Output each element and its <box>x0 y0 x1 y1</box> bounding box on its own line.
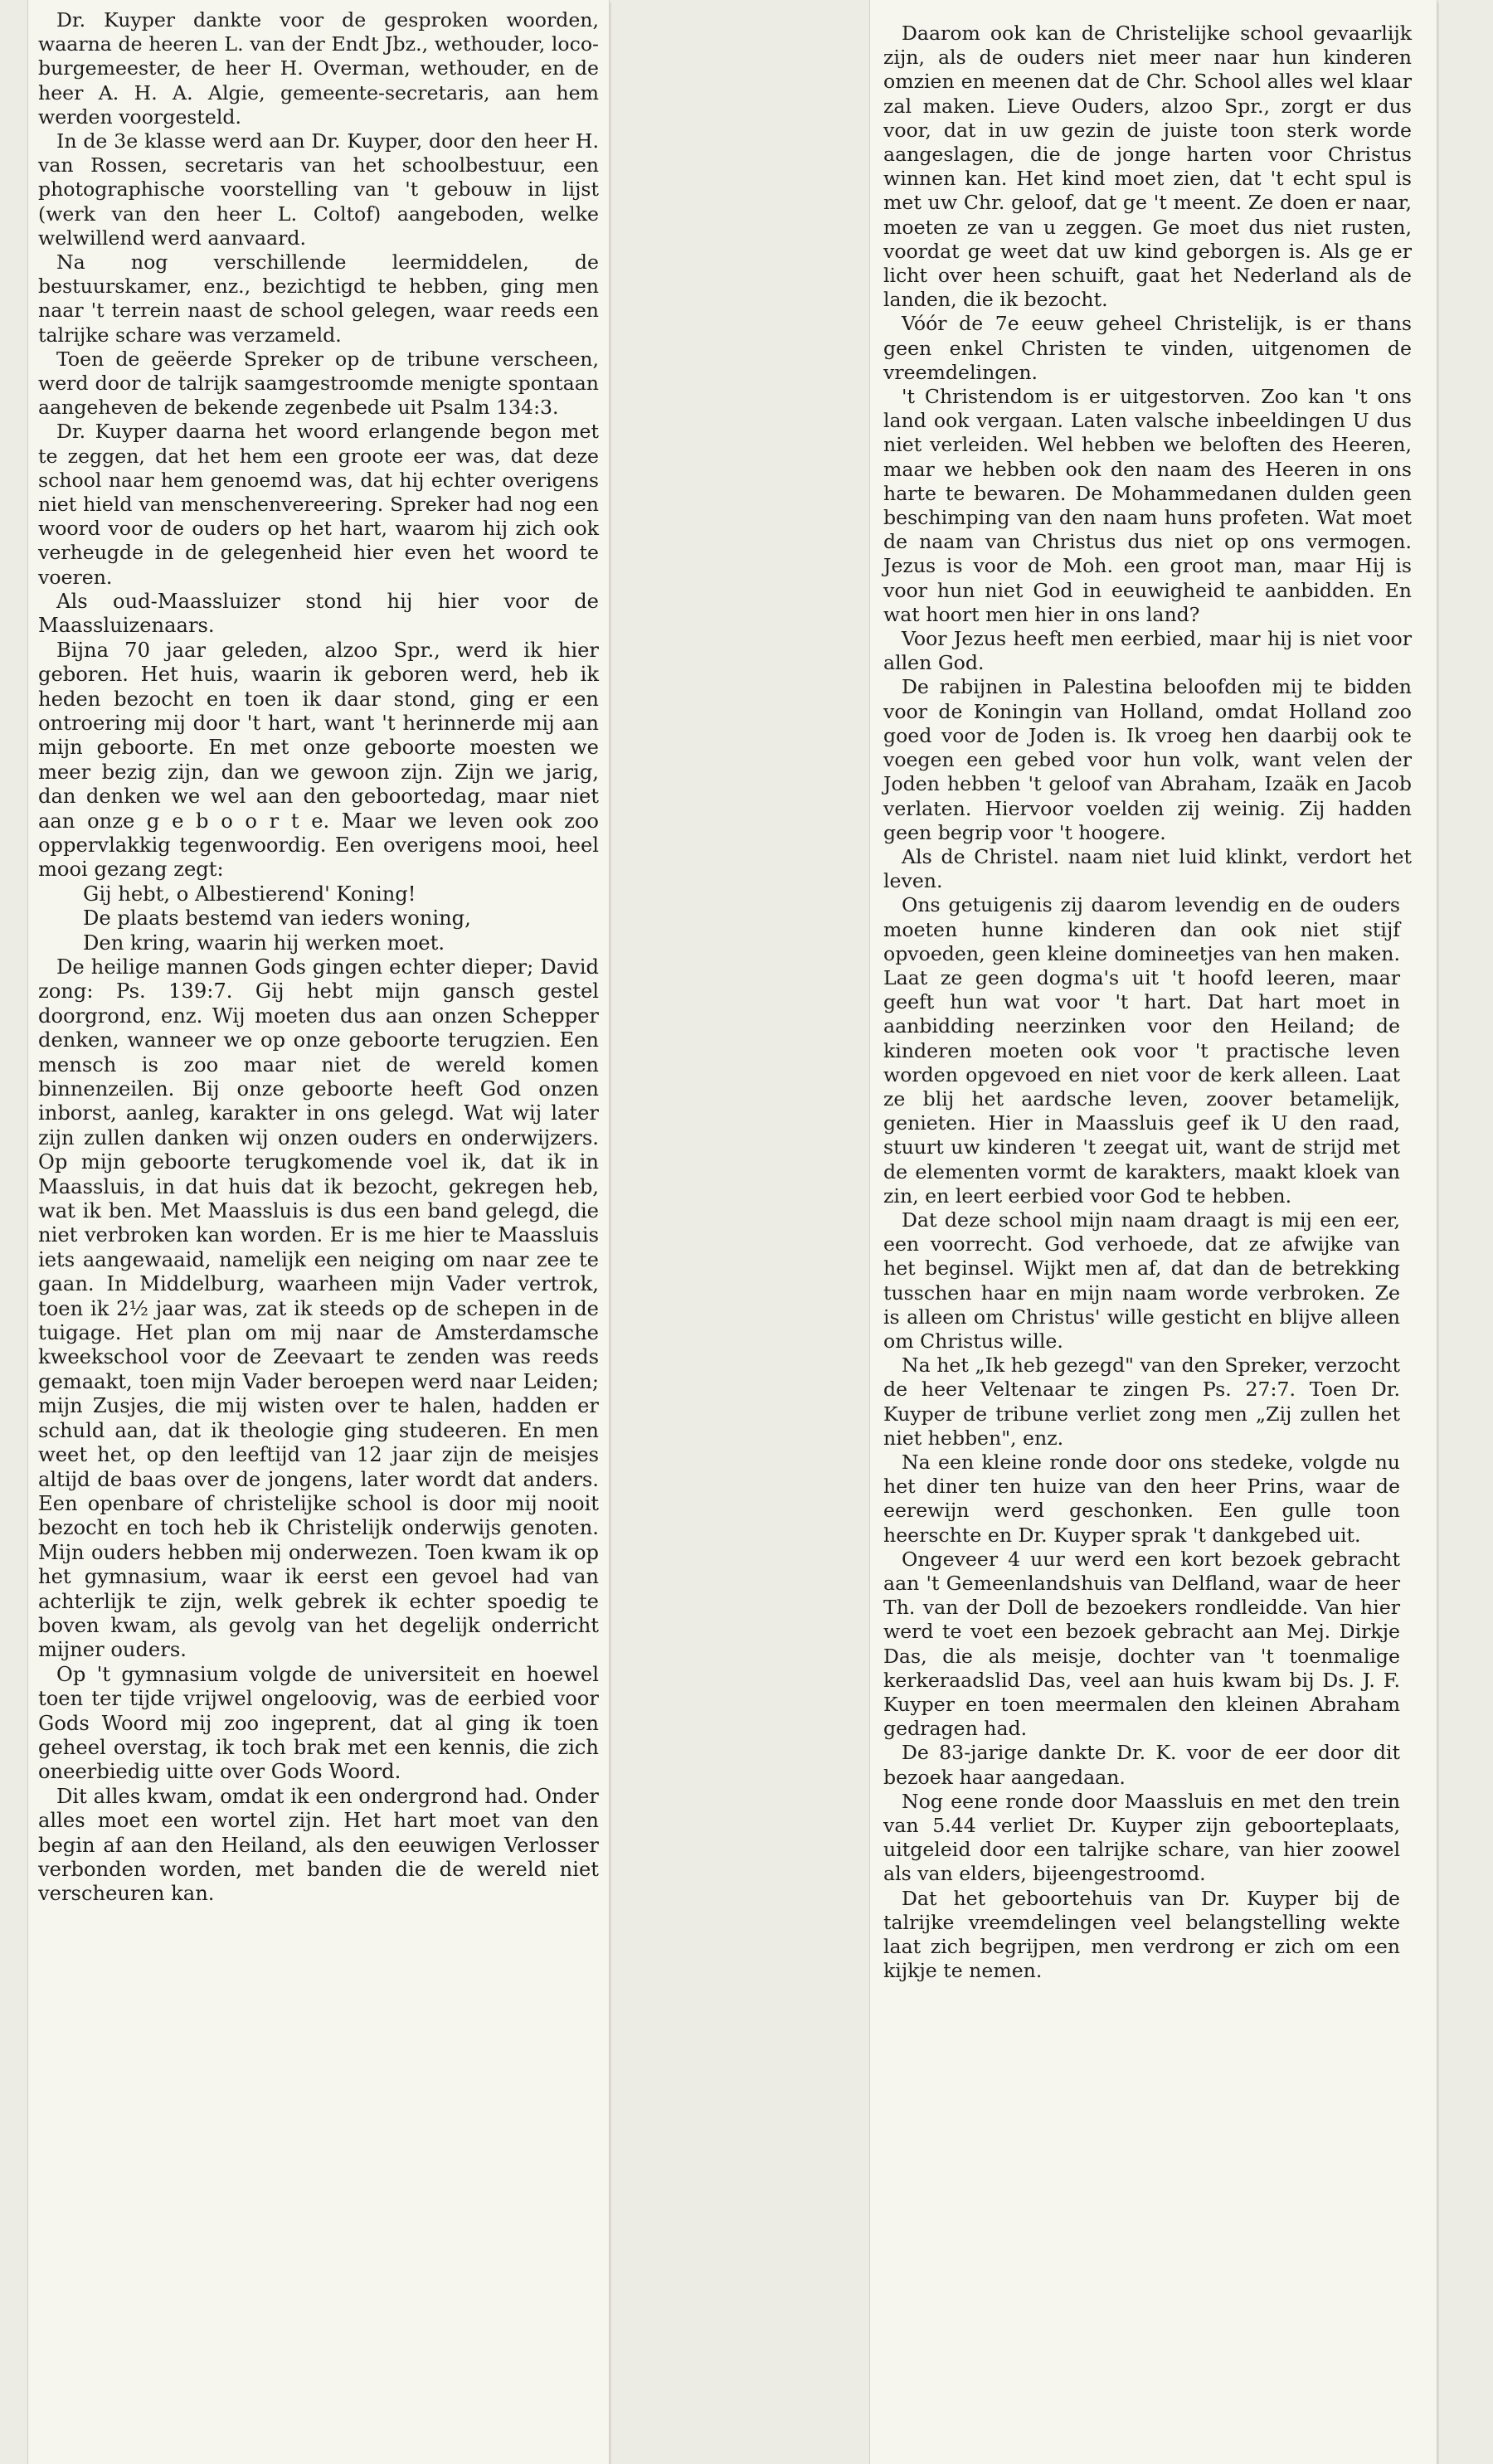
left-upper-block <box>38 8 599 590</box>
paragraph: De 83-jarige dankte Dr. K. voor de eer door dit bezoek haar aangedaan. <box>883 1741 1400 1789</box>
paragraph: Dat deze school mijn naam draagt is mij een eer, een voorrecht. God verhoede, dat ze afwijke van het beginsel. Wijkt men af, dat dan de betrekking tusschen haar en mijn naam worde verbroken. Ze is alleen om Christus' wille gesticht en blijve alleen om Christus wille. <box>883 1208 1400 1353</box>
paragraph: Dit alles kwam, omdat ik een ondergrond had. Onder alles moet een wortel zijn. Het hart moet van den begin af aan den Heiland, als den eeuwigen Verlosser verbonden worden, met banden die de wereld niet verscheuren kan. <box>38 1784 599 1906</box>
newspaper-clipping-left <box>28 0 609 2464</box>
paragraph: Dr. Kuyper dankte voor de gesproken woorden, waarna de heeren L. van der Endt Jbz., wethouder, loco-burgemeester, de heer H. Overman, wethouder, en de heer A. H. A. Algie, gemeente-secretaris, aan hem werden voorgesteld. <box>38 8 599 129</box>
paragraph: Dr. Kuyper daarna het woord erlangende begon met te zeggen, dat het hem een groote eer was, dat deze school naar hem genoemd was, dat hij echter overigens niet hield van menschenvereering. Spreker had nog een woord voor de ouders op het hart, waarom hij zich ook verheugde in de gelegenheid hier even het woord te voeren. <box>38 420 599 589</box>
paragraph: Vóór de 7e eeuw geheel Christelijk, is er thans geen enkel Christen te vinden, uitgenomen de vreemdelingen. <box>883 312 1412 384</box>
left-lower-block <box>38 590 599 1907</box>
paragraph: Na nog verschillende leermiddelen, de bestuurskamer, enz., bezichtigd te hebben, ging men naar 't terrein naast de school gelegen, waar reeds een talrijke schare was verzameld. <box>38 250 599 347</box>
paragraph: Als de Christel. naam niet luid klinkt, verdort het leven. <box>883 844 1412 893</box>
paragraph: Ongeveer 4 uur werd een kort bezoek gebracht aan 't Gemeenlandshuis van Delfland, waar de heer Th. van der Doll de bezoekers rondleidde. Van hier werd te voet een bezoek gebracht aan Mej. Dirkje Das, die als meisje, dochter van 't toenmalige kerkeraadslid Das, veel aan huis kwam bij Ds. J. F. Kuyper en toen meermalen den kleinen Abraham gedragen had. <box>883 1547 1400 1741</box>
right-lower-block <box>883 893 1427 1983</box>
paragraph: Toen de geëerde Spreker op de tribune verscheen, werd door de talrijk saamgestroomde menigte spontaan aangeheven de bekende zegenbede uit Psalm 134:3. <box>38 347 599 420</box>
paragraph: Voor Jezus heeft men eerbied, maar hij is niet voor allen God. <box>883 627 1412 675</box>
article-column-right <box>870 0 1437 2464</box>
verse-line: De plaats bestemd van ieders woning, <box>83 906 471 931</box>
paragraph: Ons getuigenis zij daarom levendig en de ouders moeten hunne kinderen dan ook niet stijf opvoeden, geen kleine domineetjes van hen maken. Laat ze geen dogma's uit 't hoofd leeren, maar geeft hun wat voor 't hart. Dat hart moet in aanbidding neerzinken voor den Heiland; de kinderen moeten ook voor 't practische leven worden opgevoed en niet voor de kerk alleen. Laat ze blij het aardsche leven, zoover betamelijk, genieten. Hier in Maassluis geef ik U den raad, stuurt uw kinderen 't zeegat uit, want de strijd met de elementen vormt de karakters, maakt kloek van zin, en leert eerbied voor God te hebben. <box>883 893 1400 1208</box>
paragraph: Na een kleine ronde door ons stedeke, volgde nu het diner ten huize van den heer Prins, waar de eerewijn werd geschonken. Een gulle toon heerschte en Dr. Kuyper sprak 't dankgebed uit. <box>883 1450 1400 1547</box>
verse-line: Gij hebt, o Albestierend' Koning! <box>83 882 416 906</box>
paragraph: 't Christendom is er uitgestorven. Zoo kan 't ons land ook vergaan. Laten valsche inbeeldingen U dus niet verleiden. Wel hebben we beloften des Heeren, maar we hebben ook den naam des Heeren in ons harte te bewaren. De Mohammedanen dulden geen beschimping van den naam huns profeten. Wat moet de naam van Christus dus niet op ons vermogen. Jezus is voor de Moh. een groot man, maar Hij is voor hun niet God in eeuwigheid te aanbidden. En wat hoort men hier in ons land? <box>883 385 1412 626</box>
right-upper-block <box>883 22 1427 893</box>
paragraph: Als oud-Maassluizer stond hij hier voor de Maassluizenaars. <box>38 589 599 638</box>
paragraph: In de 3e klasse werd aan Dr. Kuyper, door den heer H. van Rossen, secretaris van het schoolbestuur, een photographische voorstelling van 't gebouw in lijst (werk van den heer L. Coltof) aangeboden, welke welwillend werd aanvaard. <box>38 129 599 250</box>
paragraph: Dat het geboortehuis van Dr. Kuyper bij de talrijke vreemdelingen veel belangstelling wekte laat zich begrijpen, men verdrong er zich om een kijkje te nemen. <box>883 1886 1400 1983</box>
paragraph: Daarom ook kan de Christelijke school gevaarlijk zijn, als de ouders niet meer naar hun kinderen omzien en meenen dat de Chr. School alles wel klaar zal maken. Lieve Ouders, alzoo Spr., zorgt er dus voor, dat in uw gezin de juiste toon sterk worde aangeslagen, die de jonge harten voor Christus winnen kan. Het kind moet zien, dat 't echt spul is met uw Chr. geloof, dat ge 't meent. Ze doen er naar, moeten ze van u zeggen. Ge moet dus niet rusten, voordat ge weet dat uw kind geborgen is. Als ge er licht over heen schuift, gaat het Nederland als de landen, die ik bezocht. <box>883 22 1412 312</box>
paragraph: Na het „Ik heb gezegd" van den Spreker, verzocht de heer Veltenaar te zingen Ps. 27:7. Toen Dr. Kuyper de tribune verliet zong men „Zij zullen het niet hebben", enz. <box>883 1353 1400 1450</box>
verse-line: Den kring, waarin hij werken moet. <box>83 931 445 955</box>
paragraph: Bijna 70 jaar geleden, alzoo Spr., werd ik hier geboren. Het huis, waarin ik geboren werd, heb ik heden bezocht en toen ik daar stond, ging er een ontroering mij door 't hart, want 't herinnerde mij aan mijn geboorte. En met onze geboorte moesten we meer bezig zijn, dan we gewoon zijn. Zijn we jarig, dan denken we wel aan den geboortedag, maar niet aan onze g e b o o r t e. Maar we leven ook zoo oppervlakkig tegenwoordig. Een overigens mooi, heel mooi gezang zegt: <box>38 638 599 882</box>
hymn-verse <box>38 882 599 955</box>
paragraph: Nog eene ronde door Maassluis en met den trein van 5.44 verliet Dr. Kuyper zijn geboorteplaats, uitgeleid door een talrijke schare, van hier zoowel als van elders, bijeengestroomd. <box>883 1789 1400 1886</box>
paragraph: De rabijnen in Palestina beloofden mij te bidden voor de Koningin van Holland, omdat Holland zoo goed voor de Joden is. Ik vroeg hen daarbij ook te voegen een gebed voor hun volk, want velen der Joden hebben 't geloof van Abraham, Izaäk en Jacob verlaten. Hiervoor voelden zij weinig. Zij hadden geen begrip voor 't hoogere. <box>883 675 1412 844</box>
article-column-left <box>28 0 609 2464</box>
paragraph: De heilige mannen Gods gingen echter dieper; David zong: Ps. 139:7. Gij hebt mijn gansch gestel doorgrond, enz. Wij moeten dus aan onzen Schepper denken, wanneer we op onze geboorte terugzien. Een mensch is zoo maar niet de wereld komen binnenzeilen. Bij onze geboorte heeft God onzen inborst, aanleg, karakter in ons gelegd. Wat wij later zijn zullen danken wij onzen ouders en onderwijzers. Op mijn geboorte terugkomende voel ik, dat ik in Maassluis, in dat huis dat ik bezocht, gekregen heb, wat ik ben. Met Maassluis is dus een band gelegd, die niet verbroken kan worden. Er is me hier te Maassluis iets aangewaaid, namelijk een neiging om naar zee te gaan. In Middelburg, waarheen mijn Vader vertrok, toen ik 2½ jaar was, zat ik steeds op de schepen in de tuigage. Het plan om mij naar de Amsterdamsche kweekschool voor de Zeevaart te zenden was reeds gemaakt, toen mijn Vader beroepen werd naar Leiden; mijn Zusjes, die mij wisten over te halen, hadden er schuld aan, dat ik theologie ging studeeren. En men weet het, op den leeftijd van 12 jaar zijn de meisjes altijd de baas over de jongens, later wordt dat anders. Een openbare of christelijke school is door mij nooit bezocht en toch heb ik Christelijk onderwijs genoten. Mijn ouders hebben mij onderwezen. Toen kwam ik op het gymnasium, waar ik eerst een gevoel had van achterlijk te zijn, welk gebrek ik echter spoedig te boven kwam, als gevolg van het degelijk onderricht mijner ouders. <box>38 955 599 1662</box>
newspaper-clipping-right <box>870 0 1437 2464</box>
paragraph: Op 't gymnasium volgde de universiteit en hoewel toen ter tijde vrijwel ongeloovig, was de eerbied voor Gods Woord mij zoo ingeprent, dat al ging ik toen geheel overstag, ik toch brak met een kennis, die zich oneerbiedig uitte over Gods Woord. <box>38 1662 599 1784</box>
